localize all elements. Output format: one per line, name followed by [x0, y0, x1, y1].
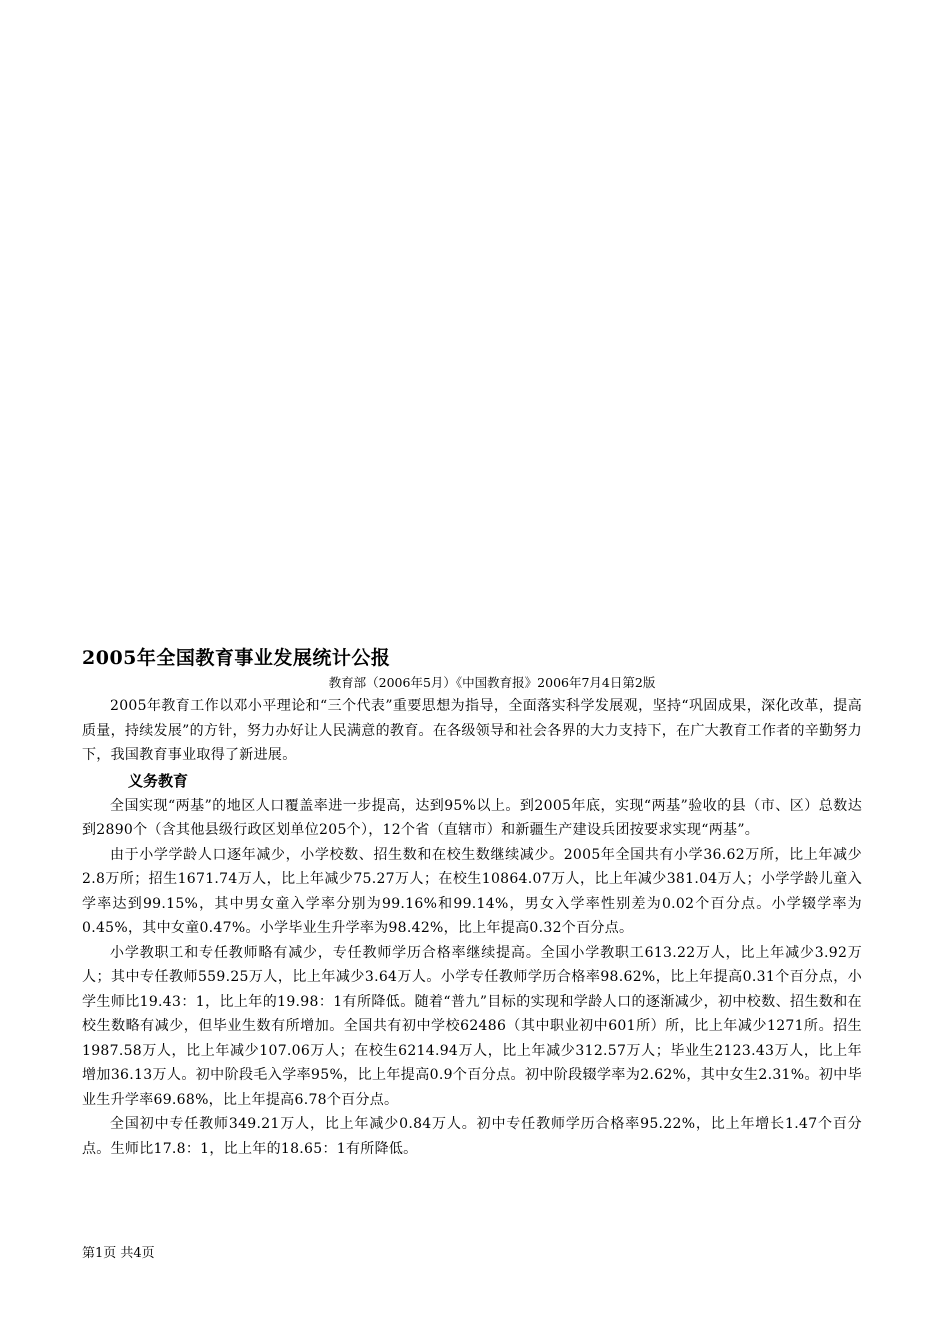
section-heading: 义务教育 — [128, 771, 189, 790]
paragraph: 全国初中专任教师349.21万人，比上年减少0.84万人。初中专任教师学历合格率95.22%，比上年增长1.47个百分点。生师比17.8：1，比上年的18.65：1有所降低。 — [82, 1116, 862, 1157]
intro-paragraph: 2005年教育工作以邓小平理论和“三个代表”重要思想为指导，全面落实科学发展观，坚持“巩固成果，深化改革，提高质量，持续发展”的方针，努力办好让人民满意的教育。在各级领导和社会各界的大力支持下，在广大教育工作者的辛勤努力下，我国教育事业取得了新进展。 — [82, 698, 862, 763]
document-source: 教育部（2006年5月）《中国教育报》2006年7月4日第2版 — [328, 675, 656, 690]
page-footer: 第1页 共4页 — [82, 1246, 155, 1261]
document-page — [82, 644, 862, 1161]
document-title: 2005年全国教育事业发展统计公报 — [82, 647, 391, 669]
paragraph: 由于小学学龄人口逐年减少，小学校数、招生数和在校生数继续减少。2005年全国共有小学36.62万所，比上年减少2.8万所；招生1671.74万人，比上年减少75.27万人；在校生10864.07万人，比上年减少381.04万人；小学学龄儿童入学率达到99.15%，其中男女童入学率分别为99.16%和99.14%，男女入学率性别差为0.02个百分点。小学辍学率为0.45%，其中女童0.47%。小学毕业生升学率为98.42%，比上年提高0.32个百分点。 — [82, 846, 862, 936]
paragraph: 小学教职工和专任教师略有减少，专任教师学历合格率继续提高。全国小学教职工613.22万人，比上年减少3.92万人；其中专任教师559.25万人，比上年减少3.64万人。小学专任教师学历合格率98.62%，比上年提高0.31个百分点，小学生师比19.43：1，比上年的19.98：1有所降低。随着“普九”目标的实现和学龄人口的逐渐减少，初中校数、招生数和在校生数略有减少，但毕业生数有所增加。全国共有初中学校62486（其中职业初中601所）所，比上年减少1271所。招生1987.58万人，比上年减少107.06万人；在校生6214.94万人，比上年减少312.57万人；毕业生2123.43万人，比上年增加36.13万人。初中阶段毛入学率95%，比上年提高0.9个百分点。初中阶段辍学率为2.62%，其中女生2.31%。初中毕业生升学率69.68%，比上年提高6.78个百分点。 — [82, 944, 862, 1108]
paragraph: 全国实现“两基”的地区人口覆盖率进一步提高，达到95%以上。到2005年底，实现“两基”验收的县（市、区）总数达到2890个（含其他县级行政区划单位205个），12个省（直辖市）和新疆生产建设兵团按要求实现“两基”。 — [82, 797, 862, 838]
